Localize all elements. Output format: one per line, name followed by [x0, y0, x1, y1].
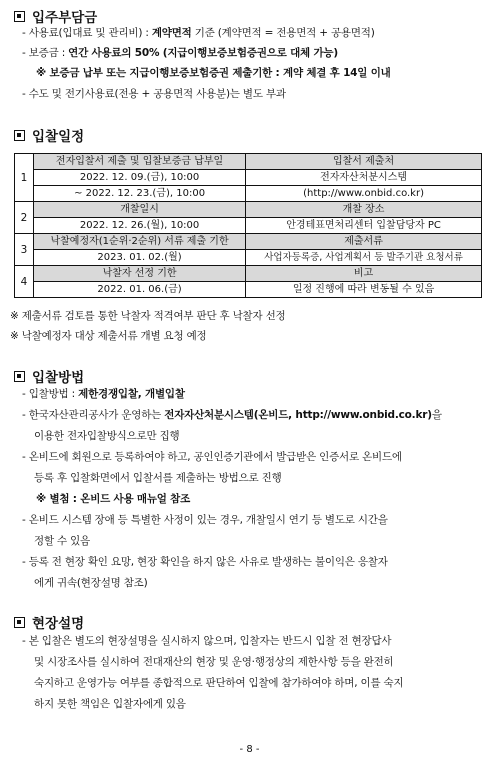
section-title-text: 입주부담금 — [32, 10, 98, 26]
table-cell: (http://www.onbid.co.kr) — [246, 186, 482, 202]
method-line-4: - 온비드에 회원으로 등록하여야 하고, 공인인증기관에서 발급받은 인증서로 온비드에 — [22, 451, 402, 463]
table-cell: 전자자산처분시스템 — [246, 170, 482, 186]
method-line-7: - 온비드 시스템 장애 등 특별한 사정이 있는 경우, 개찰일시 연기 등 별도로 시간을 — [22, 514, 388, 526]
method-line-3: 이용한 전자입찰방식으로만 집행 — [34, 430, 180, 442]
text: - 보증금 : — [22, 47, 69, 59]
row-number: 2 — [15, 202, 34, 234]
table-cell: 2023. 01. 02.(월) — [34, 250, 246, 266]
method-line-2 — [22, 408, 481, 423]
section-title-schedule — [14, 125, 84, 145]
text-bold: 제한경쟁입찰, 개별입찰 — [78, 388, 185, 400]
method-line-5: 등록 후 입찰화면에서 입찰서를 제출하는 방법으로 진행 — [34, 472, 282, 484]
schedule-note-2: ※ 낙찰예정자 대상 제출서류 개별 요청 예정 — [10, 330, 207, 342]
table-header-cell: 전자입찰서 제출 및 입찰보증금 납부일 — [34, 154, 246, 170]
site-line-1: - 본 입찰은 별도의 현장설명을 실시하지 않으며, 입찰자는 반드시 입찰 전 현장답사 — [22, 635, 392, 647]
section-title-text: 입찰방법 — [32, 370, 85, 386]
method-line-10: 에게 귀속(현장설명 참조) — [34, 577, 148, 589]
text: 을 — [431, 409, 442, 421]
site-line-3: 숙지하고 운영가능 여부를 종합적으로 판단하여 입찰에 참가하여야 하며, 이를 숙지 — [34, 677, 404, 689]
square-bullet-icon — [14, 371, 25, 382]
deposit-line-4: - 수도 및 전기사용료(전용 + 공용면적 사용분)는 별도 부과 — [22, 88, 286, 100]
text-bold: 전자자산처분시스템(온비드, http://www.onbid.co.kr) — [164, 409, 432, 421]
text: 기준 (계약면적 = 전용면적 + 공용면적) — [191, 27, 375, 39]
table-cell: ~ 2022. 12. 23.(금), 10:00 — [34, 186, 246, 202]
row-number: 3 — [15, 234, 34, 266]
row-number: 4 — [15, 266, 34, 298]
site-line-2: 및 시장조사를 실시하여 전대재산의 현장 및 운영·행정상의 제한사항 등을 완전히 — [34, 656, 394, 668]
schedule-note-1: ※ 제출서류 검토를 통한 낙찰자 적격여부 판단 후 낙찰자 선정 — [10, 310, 286, 322]
method-line-6: ※ 별첨 : 온비드 사용 매뉴얼 참조 — [36, 493, 191, 505]
table-row — [15, 154, 482, 170]
method-line-9: - 등록 전 현장 확인 요망, 현장 확인을 하지 않은 사유로 발생하는 불이익은 응찰자 — [22, 556, 388, 568]
table-row — [15, 170, 482, 186]
deposit-line-2 — [22, 46, 481, 61]
table-row — [15, 202, 482, 218]
deposit-line-1 — [22, 26, 481, 41]
table-header-cell: 낙찰예정자(1순위·2순위) 서류 제출 기한 — [34, 234, 246, 250]
text-bold: 연간 사용료의 50% (지급이행보증보험증권으로 대체 가능) — [68, 47, 338, 59]
table-cell: 안경테표면처리센터 입찰담당자 PC — [246, 218, 482, 234]
section-title-method — [14, 366, 84, 386]
table-row — [15, 266, 482, 282]
table-row — [15, 250, 482, 266]
text: - 입찰방법 : — [22, 388, 79, 400]
text: - 사용료(입대료 및 관리비) : — [22, 27, 152, 39]
section-title-site — [14, 612, 84, 632]
table-header-cell: 개찰 장소 — [246, 202, 482, 218]
text-bold: 계약면적 — [151, 27, 192, 39]
table-row — [15, 218, 482, 234]
schedule-table — [14, 153, 482, 298]
table-header-cell: 제출서류 — [246, 234, 482, 250]
square-bullet-icon — [14, 11, 25, 22]
table-cell: 사업자등록증, 사업계획서 등 발주기관 요청서류 — [246, 250, 482, 266]
text: - 한국자산관리공사가 운영하는 — [22, 409, 165, 421]
table-cell: 2022. 12. 09.(금), 10:00 — [34, 170, 246, 186]
table-row — [15, 282, 482, 298]
method-line-8: 정할 수 있음 — [34, 535, 90, 547]
table-cell: 일정 진행에 따라 변동될 수 있음 — [246, 282, 482, 298]
table-cell: 2022. 12. 26.(월), 10:00 — [34, 218, 246, 234]
table-row — [15, 234, 482, 250]
table-header-cell: 개찰일시 — [34, 202, 246, 218]
table-row — [15, 186, 482, 202]
method-line-1 — [22, 387, 481, 402]
section-title-text: 현장설명 — [32, 616, 85, 632]
table-header-cell: 비고 — [246, 266, 482, 282]
table-cell: 2022. 01. 06.(금) — [34, 282, 246, 298]
section-title-text: 입찰일정 — [32, 129, 85, 145]
row-number: 1 — [15, 154, 34, 202]
page-number: - 8 - — [239, 744, 260, 755]
deposit-line-3: ※ 보증금 납부 또는 지급이행보증보험증권 제출기한 : 계약 체결 후 14일 이내 — [36, 67, 391, 79]
site-line-4: 하지 못한 책임은 입찰자에게 있음 — [34, 698, 186, 710]
table-header-cell: 입찰서 제출처 — [246, 154, 482, 170]
square-bullet-icon — [14, 617, 25, 628]
square-bullet-icon — [14, 130, 25, 141]
table-header-cell: 낙찰자 선정 기한 — [34, 266, 246, 282]
section-title-deposit — [14, 6, 97, 26]
